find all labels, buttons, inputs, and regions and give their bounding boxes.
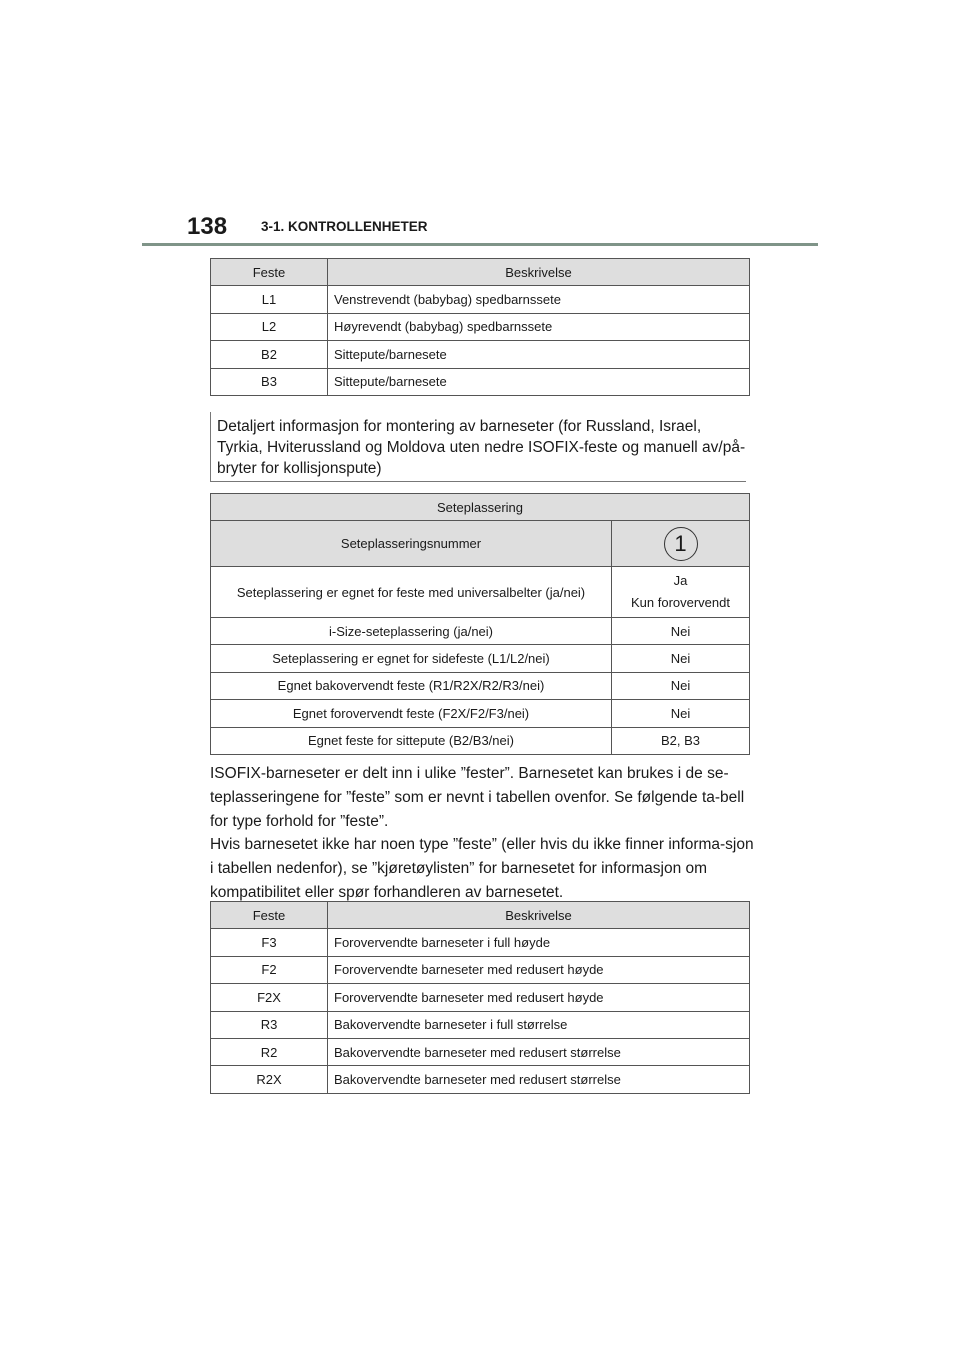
seat-value-note: Kun forovervendt xyxy=(630,595,730,610)
fixture-description: Forovervendte barneseter i full høyde xyxy=(328,929,750,956)
fixture-code: L2 xyxy=(211,313,328,340)
fixture-code: B3 xyxy=(211,368,328,395)
table-row xyxy=(211,313,750,340)
seat-criterion: i-Size-seteplassering (ja/nei) xyxy=(211,618,612,645)
fixture-description: Forovervendte barneseter med redusert høyde xyxy=(328,956,750,983)
body-text xyxy=(210,762,755,905)
seat-number-cell xyxy=(612,521,750,567)
column-header-beskrivelse: Beskrivelse xyxy=(328,902,750,929)
seat-criterion: Seteplassering er egnet for feste med universalbelter (ja/nei) xyxy=(211,567,612,618)
seat-value: Nei xyxy=(612,618,750,645)
fixture-table xyxy=(210,901,750,1094)
fixture-code: L1 xyxy=(211,286,328,313)
table-row xyxy=(211,700,750,727)
section-title: 3-1. KONTROLLENHETER xyxy=(261,219,428,234)
table-row xyxy=(211,984,750,1011)
seat-position-table xyxy=(210,493,750,755)
seat-value: Nei xyxy=(612,700,750,727)
seat-criterion: Egnet bakovervendt feste (R1/R2X/R2/R3/nei) xyxy=(211,672,612,699)
table-row xyxy=(211,645,750,672)
table-row xyxy=(211,368,750,395)
fixture-table xyxy=(210,258,750,396)
fixture-description: Forovervendte barneseter med redusert høyde xyxy=(328,984,750,1011)
seat-criterion: Egnet forovervendt feste (F2X/F2/F3/nei) xyxy=(211,700,612,727)
fixture-description: Sittepute/barnesete xyxy=(328,341,750,368)
table-row xyxy=(211,1038,750,1065)
seat-criterion: Seteplassering er egnet for sidefeste (L1/L2/nei) xyxy=(211,645,612,672)
seat-value: Nei xyxy=(612,672,750,699)
fixture-code: R2 xyxy=(211,1038,328,1065)
table-header-row xyxy=(211,902,750,929)
table-row xyxy=(211,286,750,313)
paragraph: ISOFIX-barneseter er delt inn i ulike ”fester”. Barnesetet kan brukes i de se-teplasseringene for ”feste” som er nevnt i tabellen ovenfor. Se følgende ta-bell for type forhold for ”feste”. xyxy=(210,765,745,830)
fixture-description: Høyrevendt (babybag) spedbarnssete xyxy=(328,313,750,340)
page-number: 138 xyxy=(187,213,228,240)
fixture-code: F2 xyxy=(211,956,328,983)
seat-value: Ja xyxy=(673,573,688,588)
fixture-code: F3 xyxy=(211,929,328,956)
header-rule xyxy=(142,243,818,246)
fixture-description: Bakovervendte barneseter med redusert størrelse xyxy=(328,1038,750,1065)
fixture-description: Sittepute/barnesete xyxy=(328,368,750,395)
seat-number-label: Seteplasseringsnummer xyxy=(211,521,612,567)
fixture-code: B2 xyxy=(211,341,328,368)
paragraph: Hvis barnesetet ikke har noen type ”feste” (eller hvis du ikke finner informa-sjon i tabellen nedenfor), se ”kjøretøylisten” for barnesetet for informasjon om kompatibilitet eller spør forhandleren av barnesetet. xyxy=(210,836,754,901)
table-header-row xyxy=(211,521,750,567)
fixture-description: Venstrevendt (babybag) spedbarnssete xyxy=(328,286,750,313)
table-row xyxy=(211,567,750,618)
seat-value: B2, B3 xyxy=(612,727,750,754)
fixture-code: R2X xyxy=(211,1066,328,1093)
table-row xyxy=(211,727,750,754)
table-row xyxy=(211,672,750,699)
column-header-feste: Feste xyxy=(211,259,328,286)
fixture-code: F2X xyxy=(211,984,328,1011)
table-row xyxy=(211,341,750,368)
seat-criterion: Egnet feste for sittepute (B2/B3/nei) xyxy=(211,727,612,754)
table-header-row xyxy=(211,494,750,521)
table-row xyxy=(211,929,750,956)
column-header-beskrivelse: Beskrivelse xyxy=(328,259,750,286)
fixture-description: Bakovervendte barneseter med redusert størrelse xyxy=(328,1066,750,1093)
fixture-code: R3 xyxy=(211,1011,328,1038)
table-row xyxy=(211,618,750,645)
info-box-text: Detaljert informasjon for montering av barneseter (for Russland, Israel, Tyrkia, Hviterussland og Moldova uten nedre ISOFIX-feste og manuell av/på-bryter for kollisjonspute) xyxy=(217,418,746,477)
table-row xyxy=(211,1066,750,1093)
table-row xyxy=(211,1011,750,1038)
seat-value-cell xyxy=(612,567,750,618)
seat-table-title: Seteplassering xyxy=(211,494,750,521)
seat-value: Nei xyxy=(612,645,750,672)
info-box xyxy=(210,412,746,482)
column-header-feste: Feste xyxy=(211,902,328,929)
fixture-description: Bakovervendte barneseter i full størrelse xyxy=(328,1011,750,1038)
table-row xyxy=(211,956,750,983)
seat-number-badge: 1 xyxy=(664,527,698,561)
table-header-row xyxy=(211,259,750,286)
